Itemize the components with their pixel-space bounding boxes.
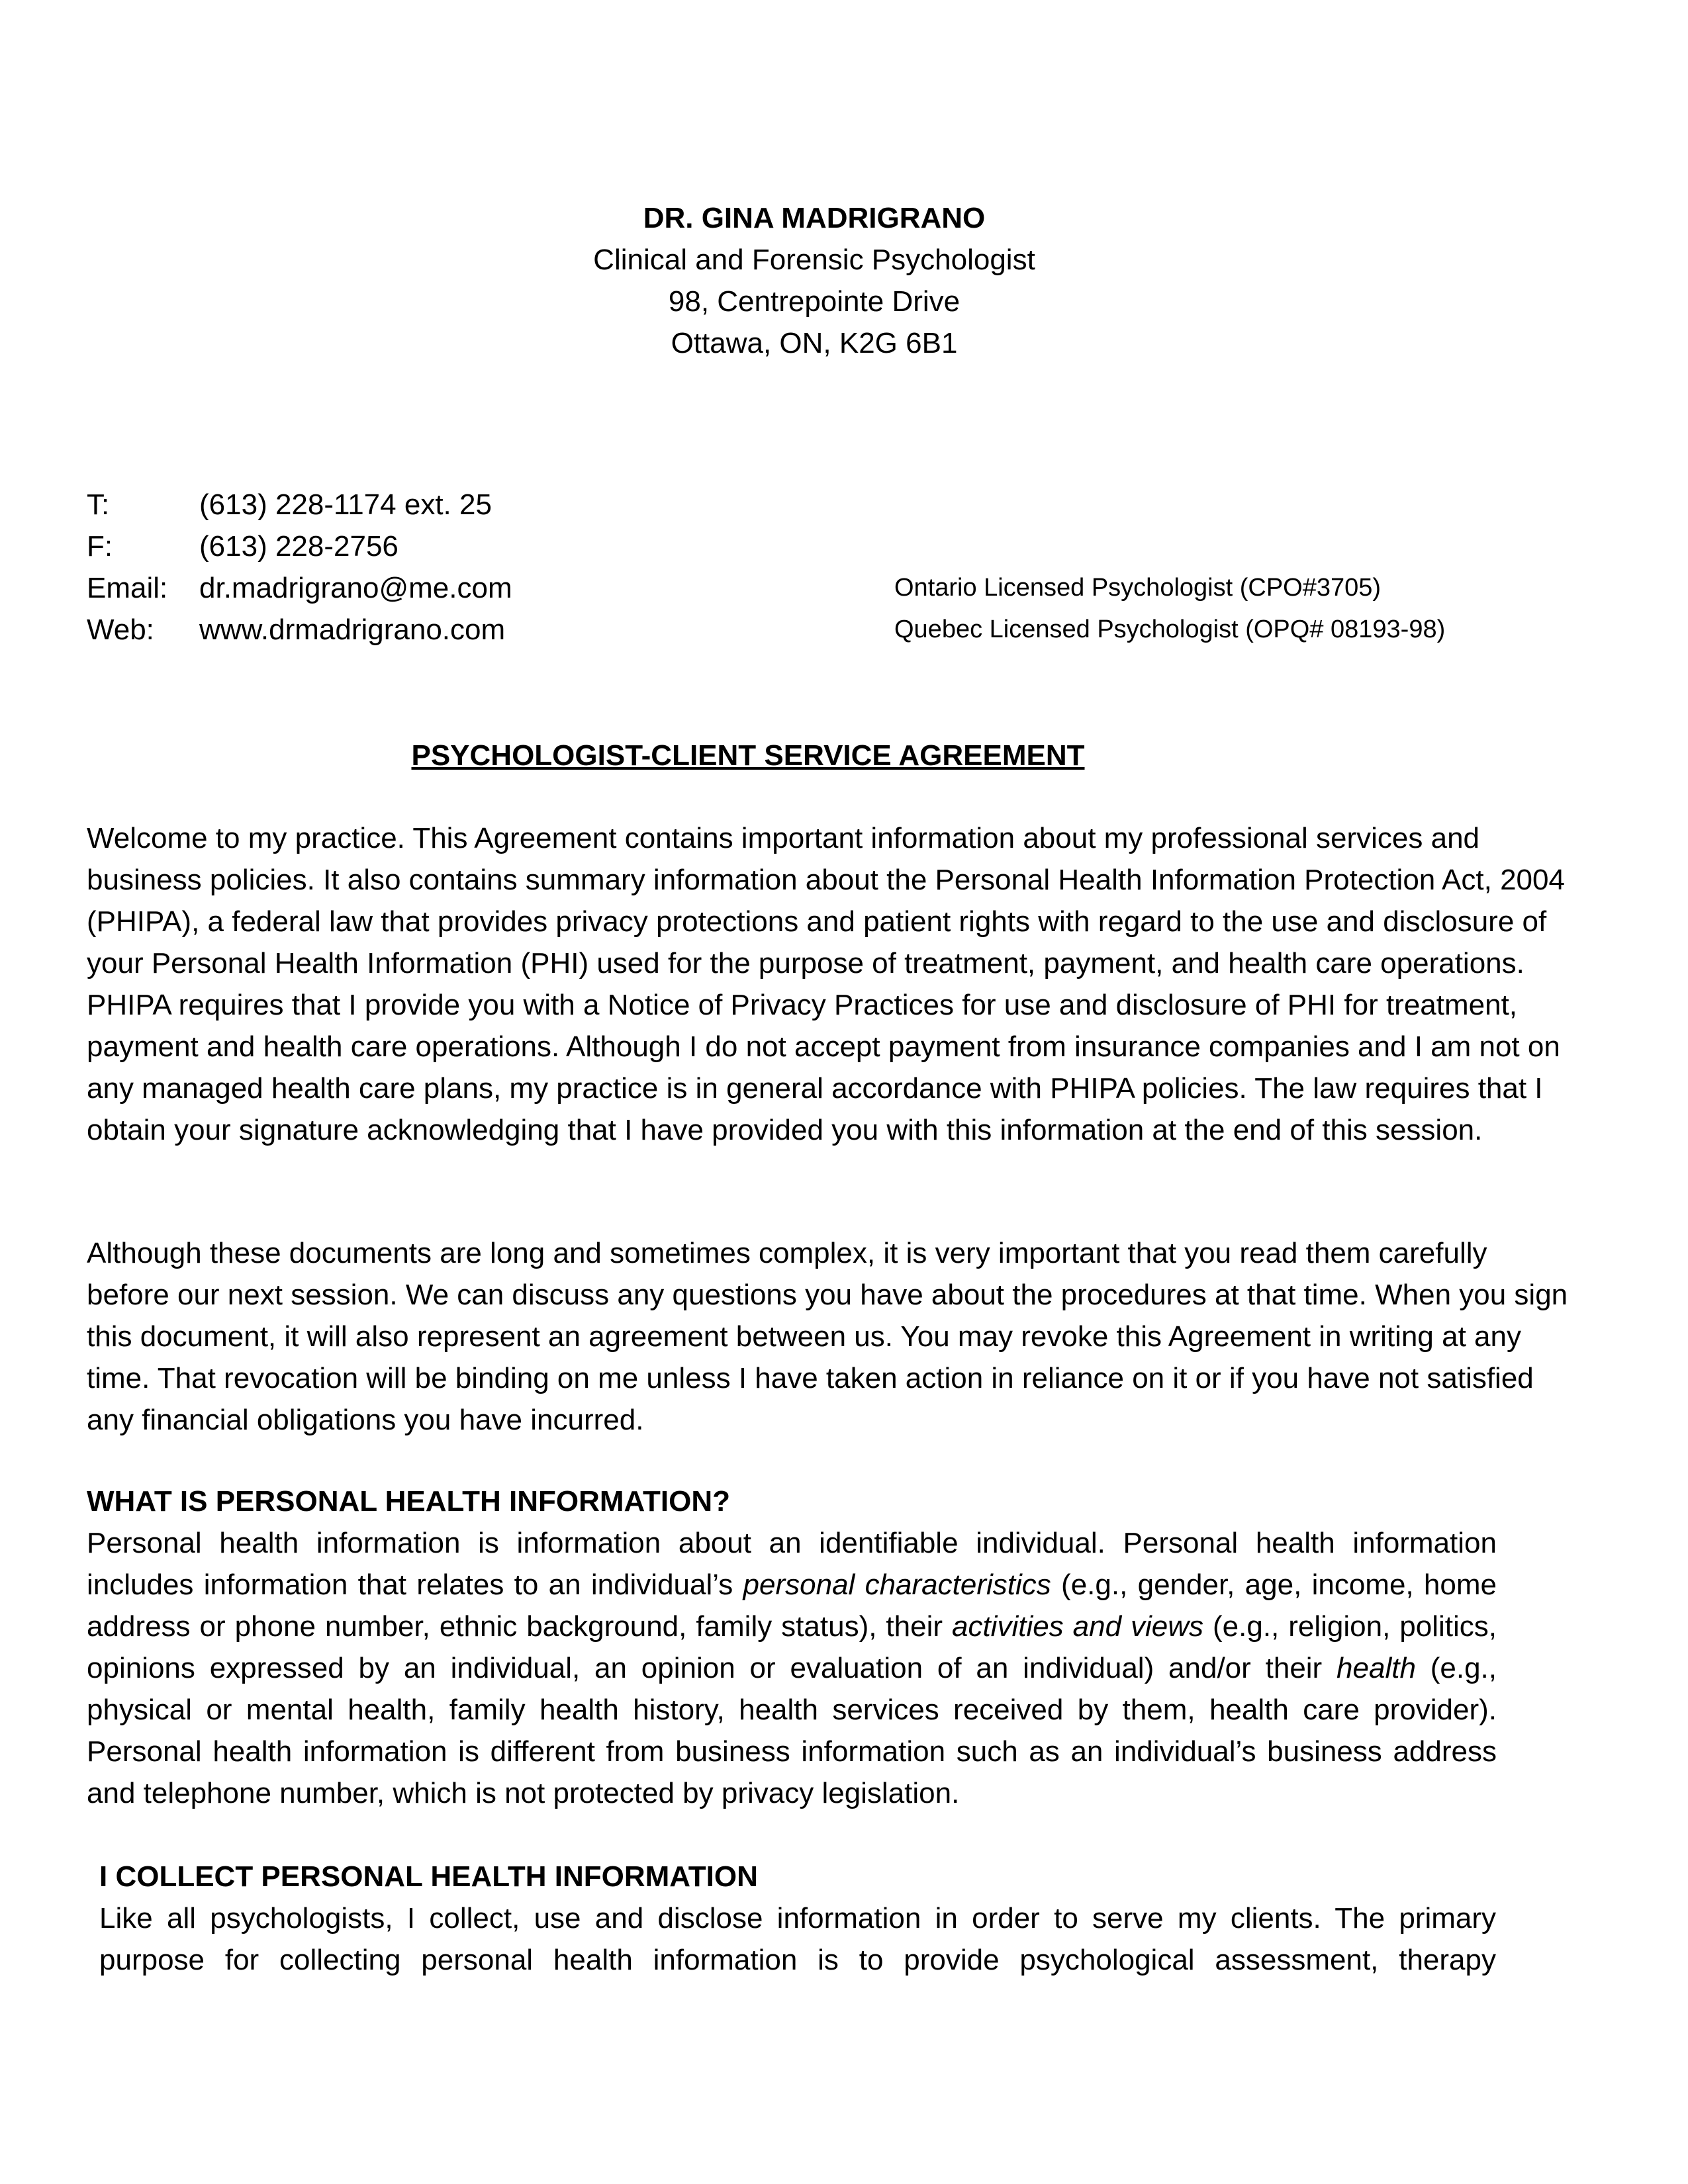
phi-text-1: Personal health information is information about an identifiable individual. Personal health information includes information that relates to an individual’s xyxy=(87,1527,1497,1601)
license-ontario: Ontario Licensed Psychologist (CPO#3705) xyxy=(894,574,1382,602)
contact-email-row xyxy=(87,567,1445,609)
contact-block xyxy=(87,484,1445,651)
phone-number: (613) 228-1174 ext. 25 xyxy=(199,488,492,521)
phone-label: T: xyxy=(87,488,110,521)
section-body-collect: Like all psychologists, I collect, use and disclose information in order to serve my clients. The primary purpose for collecting personal health information is to provide psychological assessment, therapy xyxy=(99,1902,1496,1976)
web-address: www.drmadrigrano.com xyxy=(199,614,506,646)
intro-paragraph: Welcome to my practice. This Agreement contains important information about my professional services and business policies. It also contains summary information about the Personal Health Information Protection Act, 2004 (PHIPA), a federal law that provides privacy protections and patient rights with regard to the use and disclosure of your Personal Health Information (PHI) used for the purpose of treatment, payment, and health care operations. PHIPA requires that I provide you with a Notice of Privacy Practices for use and disclosure of PHI for treatment, payment and health care operations. Although I do not accept payment from insurance companies and I am not on any managed health care plans, my practice is in general accordance with PHIPA policies. The law requires that I obtain your signature acknowledging that I have provided you with this information at the end of this session. xyxy=(87,822,1565,1146)
phi-emphasis-health: health xyxy=(1336,1652,1416,1684)
contact-fax-row xyxy=(87,525,1445,567)
contact-phone-row xyxy=(87,484,1445,525)
section-body-phi xyxy=(87,1522,1497,1814)
section-heading-phi: WHAT IS PERSONAL HEALTH INFORMATION? xyxy=(87,1485,731,1518)
fax-label: F: xyxy=(87,530,113,563)
address-line-2: Ottawa, ON, K2G 6B1 xyxy=(671,327,958,359)
contact-web-row xyxy=(87,609,1445,651)
phi-text-2: (e.g., gender, age, income, home address or phone number, ethnic background, family status), their xyxy=(87,1569,1497,1643)
phi-text-4: (e.g., physical or mental health, family health history, health services received by them, health care provider). Personal health information is different from business information such as an individual’s business address and telephone number, which is not protected by privacy legislation. xyxy=(87,1652,1497,1809)
practitioner-name: DR. GINA MADRIGRANO xyxy=(643,202,986,234)
fax-number: (613) 228-2756 xyxy=(199,530,399,563)
email-address: dr.madrigrano@me.com xyxy=(199,572,512,604)
address-line-1: 98, Centrepointe Drive xyxy=(668,285,961,318)
phi-emphasis-activities-views: activities and views xyxy=(951,1610,1204,1643)
section-heading-collect: I COLLECT PERSONAL HEALTH INFORMATION xyxy=(99,1860,758,1893)
email-label: Email: xyxy=(87,572,168,604)
practitioner-title: Clinical and Forensic Psychologist xyxy=(593,244,1035,276)
document-title: PSYCHOLOGIST-CLIENT SERVICE AGREEMENT xyxy=(411,739,1085,772)
second-paragraph: Although these documents are long and sometimes complex, it is very important that you read them carefully before our next session. We can discuss any questions you have about the procedures at that time. When you sign this document, it will also represent an agreement between us. You may revoke this Agreement in writing at any time. That revocation will be binding on me unless I have taken action in reliance on it or if you have not satisfied any financial obligations you have incurred. xyxy=(87,1237,1568,1436)
letterhead xyxy=(0,197,1628,364)
phi-emphasis-personal-characteristics: personal characteristics xyxy=(743,1569,1051,1601)
license-quebec: Quebec Licensed Psychologist (OPQ# 08193-98) xyxy=(894,615,1446,643)
phi-text-3: (e.g., religion, politics, opinions expressed by an individual, an opinion or evaluation of an individual) and/or their xyxy=(87,1610,1497,1684)
web-label: Web: xyxy=(87,614,154,646)
